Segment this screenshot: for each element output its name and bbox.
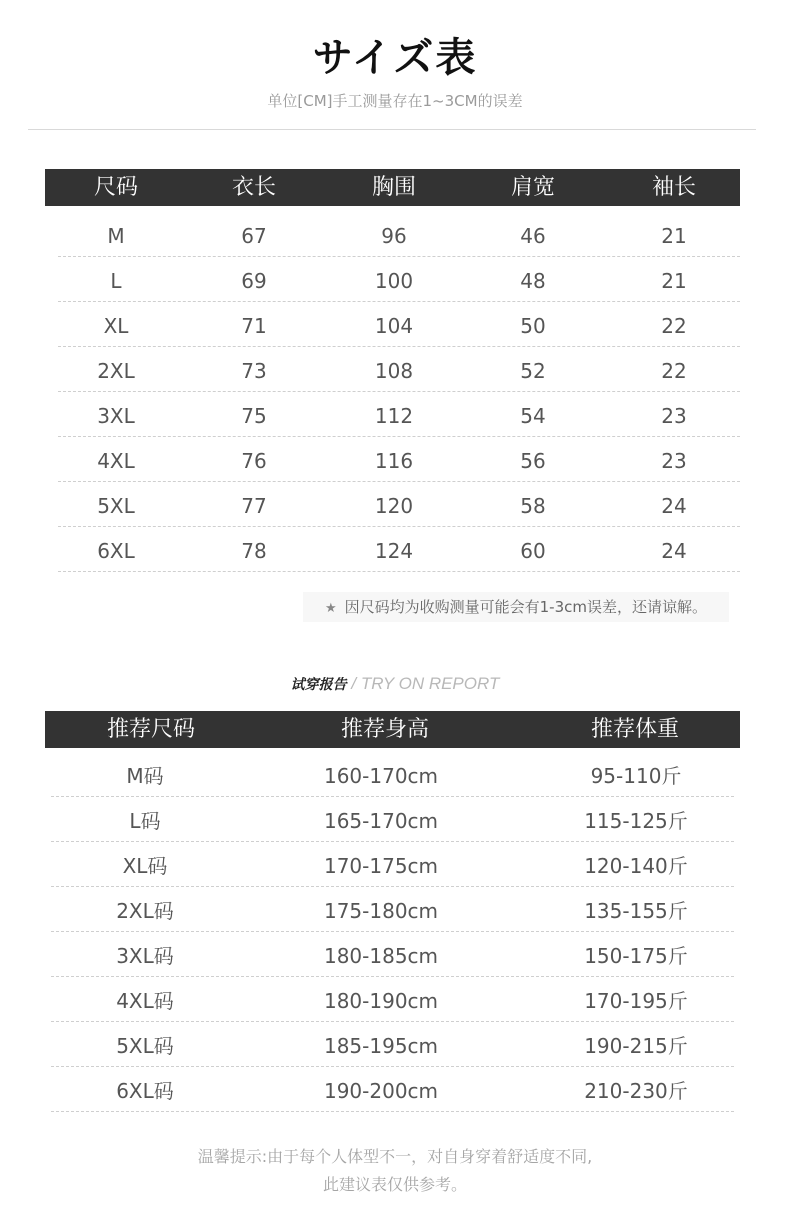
table-cell: 21	[661, 269, 687, 293]
page-subtitle: 单位[CM]手工测量存在1~3CM的误差	[267, 92, 523, 110]
table-cell: 175-180cm	[323, 899, 439, 923]
table-row	[45, 302, 740, 347]
table-row	[45, 797, 740, 842]
table-cell: 67	[241, 224, 267, 248]
note-text: 因尺码均为收购测量可能会有1-3cm误差，还请谅解。	[344, 598, 708, 616]
table-row	[45, 437, 740, 482]
page-title: サイズ表	[312, 35, 478, 81]
table-cell: 3XL码	[116, 944, 174, 968]
table-cell: 100	[374, 269, 414, 293]
table-cell: 76	[241, 449, 267, 473]
table-cell: 22	[661, 359, 687, 383]
table-cell: 180-190cm	[323, 989, 439, 1013]
table-cell: L	[110, 269, 122, 293]
table-cell: 170-175cm	[323, 854, 439, 878]
header-cell: 尺码	[93, 175, 139, 200]
table-cell: 116	[374, 449, 414, 473]
table-row	[45, 212, 740, 257]
header-cell: 肩宽	[510, 175, 556, 200]
table-cell: 21	[661, 224, 687, 248]
recommend-table-body	[45, 752, 740, 1112]
table-cell: 3XL	[97, 404, 135, 428]
table-cell: 180-185cm	[323, 944, 439, 968]
table-cell: 150-175斤	[584, 944, 688, 968]
table-cell: 78	[241, 539, 267, 563]
table-cell: 190-215斤	[584, 1034, 688, 1058]
header-cell: 袖长	[651, 175, 697, 200]
measurement-note	[303, 592, 729, 622]
table-cell: 48	[520, 269, 546, 293]
table-row	[45, 887, 740, 932]
table-row	[45, 1067, 740, 1112]
table-cell: 135-155斤	[584, 899, 688, 923]
table-cell: 160-170cm	[323, 764, 439, 788]
table-cell: 190-200cm	[323, 1079, 439, 1103]
divider	[28, 129, 756, 130]
table-cell: 95-110斤	[590, 764, 682, 788]
footer-tip	[0, 1143, 790, 1199]
header-cell: 推荐尺码	[106, 717, 196, 742]
table-cell: L码	[129, 809, 161, 833]
table-cell: 5XL	[97, 494, 135, 518]
table-row	[45, 842, 740, 887]
footer-line: 温馨提示:由于每个人体型不一，对自身穿着舒适度不同,	[197, 1147, 593, 1166]
table-cell: 185-195cm	[323, 1034, 439, 1058]
header-cell: 衣长	[231, 175, 277, 200]
table-cell: 50	[520, 314, 546, 338]
table-cell: 2XL	[97, 359, 135, 383]
table-cell: XL	[103, 314, 129, 338]
report-title-en: TRY ON REPORT	[360, 674, 500, 693]
table-cell: 120-140斤	[584, 854, 688, 878]
table-row	[45, 527, 740, 572]
table-cell: 120	[374, 494, 414, 518]
table-cell: 56	[520, 449, 546, 473]
report-separator: /	[346, 674, 361, 693]
table-row	[45, 392, 740, 437]
table-row	[45, 977, 740, 1022]
table-cell: 104	[374, 314, 414, 338]
table-row	[45, 482, 740, 527]
table-cell: 210-230斤	[584, 1079, 688, 1103]
size-table-header	[45, 169, 740, 206]
table-cell: XL码	[122, 854, 168, 878]
table-cell: 124	[374, 539, 414, 563]
table-cell: 6XL码	[116, 1079, 174, 1103]
header-cell: 胸围	[371, 175, 417, 200]
table-cell: 4XL码	[116, 989, 174, 1013]
table-cell: 46	[520, 224, 546, 248]
table-row	[45, 1022, 740, 1067]
table-cell: 24	[661, 494, 687, 518]
table-cell: 75	[241, 404, 267, 428]
table-cell: 165-170cm	[323, 809, 439, 833]
table-cell: 23	[661, 404, 687, 428]
table-cell: 4XL	[97, 449, 135, 473]
table-row	[45, 932, 740, 977]
footer-line: 此建议表仅供参考。	[322, 1175, 467, 1194]
table-cell: 24	[661, 539, 687, 563]
report-title-cn: 试穿报告	[290, 677, 347, 693]
table-cell: 60	[520, 539, 546, 563]
star-icon: ★	[324, 601, 337, 616]
table-cell: M	[107, 224, 125, 248]
table-cell: 5XL码	[116, 1034, 174, 1058]
header-cell: 推荐身高	[340, 717, 430, 742]
table-cell: 23	[661, 449, 687, 473]
table-cell: 77	[241, 494, 267, 518]
table-cell: 96	[381, 224, 407, 248]
table-cell: 112	[374, 404, 414, 428]
header-cell: 推荐体重	[590, 717, 680, 742]
table-cell: 22	[661, 314, 687, 338]
table-cell: 115-125斤	[584, 809, 688, 833]
table-cell: 69	[241, 269, 267, 293]
recommend-table-header	[45, 711, 740, 748]
table-cell: M码	[126, 764, 164, 788]
table-cell: 54	[520, 404, 546, 428]
table-row	[45, 752, 740, 797]
table-cell: 2XL码	[116, 899, 174, 923]
table-cell: 52	[520, 359, 546, 383]
table-cell: 6XL	[97, 539, 135, 563]
try-on-report-heading	[0, 674, 790, 694]
size-table-body	[45, 212, 740, 572]
table-cell: 108	[374, 359, 414, 383]
table-cell: 58	[520, 494, 546, 518]
table-row	[45, 257, 740, 302]
table-cell: 170-195斤	[584, 989, 688, 1013]
table-cell: 73	[241, 359, 267, 383]
table-row	[45, 347, 740, 392]
table-cell: 71	[241, 314, 267, 338]
